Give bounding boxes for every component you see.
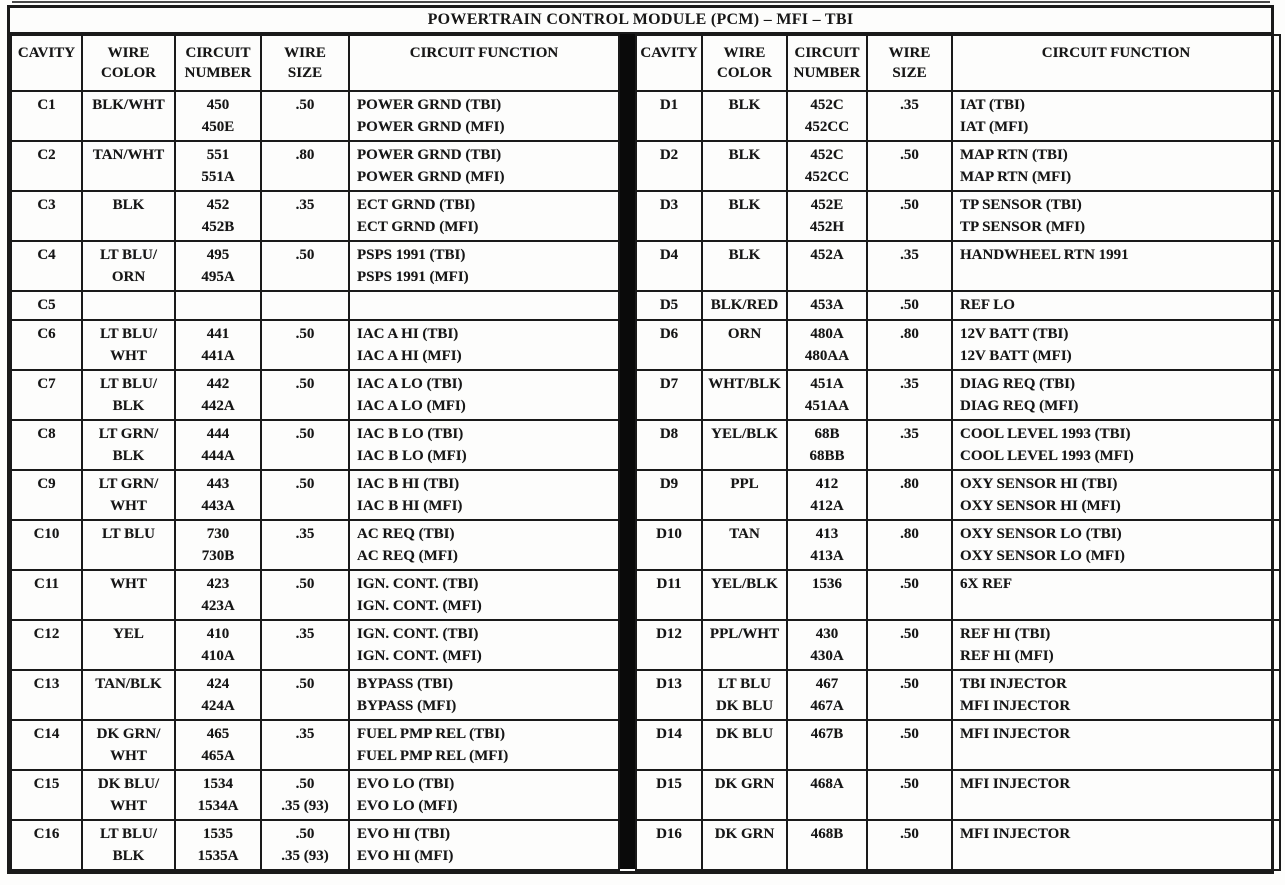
right-rows	[636, 91, 1280, 870]
circuit-number-cell	[175, 291, 261, 320]
wire-size-cell: .50	[261, 670, 349, 720]
table-row	[11, 770, 619, 820]
wire-color-cell: WHT	[82, 570, 175, 620]
circuit-function-cell: IAT (TBI) IAT (MFI)	[952, 91, 1280, 141]
wire-color-cell: LT BLU/ WHT	[82, 320, 175, 370]
table-row	[636, 770, 1280, 820]
wire-size-cell: .35	[261, 620, 349, 670]
circuit-number-cell: 551 551A	[175, 141, 261, 191]
circuit-number-cell: 423 423A	[175, 570, 261, 620]
circuit-number-cell: 452 452B	[175, 191, 261, 241]
circuit-function-cell: MFI INJECTOR	[952, 720, 1280, 770]
wire-size-cell: .50	[261, 370, 349, 420]
wire-color-cell: DK GRN	[702, 770, 787, 820]
table-row	[11, 670, 619, 720]
column-header-wire-color: WIRE COLOR	[82, 35, 175, 91]
cavity-cell: C4	[11, 241, 82, 291]
table-row	[636, 620, 1280, 670]
wire-color-cell: YEL/BLK	[702, 420, 787, 470]
circuit-function-cell: 12V BATT (TBI) 12V BATT (MFI)	[952, 320, 1280, 370]
wire-size-cell: .80	[867, 470, 952, 520]
table-title: POWERTRAIN CONTROL MODULE (PCM) – MFI – TBI	[10, 8, 1271, 34]
wire-color-cell: BLK/RED	[702, 291, 787, 320]
table-row	[636, 720, 1280, 770]
wire-size-cell: .50	[261, 320, 349, 370]
circuit-number-cell: 467 467A	[787, 670, 867, 720]
table-row	[11, 141, 619, 191]
circuit-number-cell: 452E 452H	[787, 191, 867, 241]
column-header-circuit-function: CIRCUIT FUNCTION	[952, 35, 1280, 91]
table-row	[636, 470, 1280, 520]
table-row	[11, 241, 619, 291]
cavity-cell: D15	[636, 770, 702, 820]
cavity-cell: C10	[11, 520, 82, 570]
circuit-function-cell: IAC B LO (TBI) IAC B LO (MFI)	[349, 420, 619, 470]
circuit-number-cell: 68B 68BB	[787, 420, 867, 470]
wire-color-cell: TAN/BLK	[82, 670, 175, 720]
header-row	[11, 35, 619, 91]
cavity-cell: C2	[11, 141, 82, 191]
wire-color-cell: PPL	[702, 470, 787, 520]
wire-color-cell	[82, 291, 175, 320]
wire-size-cell: .50	[261, 470, 349, 520]
circuit-number-cell: 1534 1534A	[175, 770, 261, 820]
circuit-number-cell: 730 730B	[175, 520, 261, 570]
wire-color-cell: YEL	[82, 620, 175, 670]
wire-size-cell: .50	[261, 91, 349, 141]
cavity-cell: C1	[11, 91, 82, 141]
wire-size-cell: .50	[867, 291, 952, 320]
circuit-number-cell: 430 430A	[787, 620, 867, 670]
circuit-function-cell: FUEL PMP REL (TBI) FUEL PMP REL (MFI)	[349, 720, 619, 770]
wire-color-cell: TAN/WHT	[82, 141, 175, 191]
cavity-cell: C14	[11, 720, 82, 770]
table-row	[11, 720, 619, 770]
column-header-wire-size: WIRE SIZE	[261, 35, 349, 91]
cavity-cell: D6	[636, 320, 702, 370]
wire-color-cell: BLK	[702, 191, 787, 241]
cavity-cell: D8	[636, 420, 702, 470]
cavity-cell: D16	[636, 820, 702, 870]
column-header-cavity: CAVITY	[636, 35, 702, 91]
wire-size-cell: .50	[867, 670, 952, 720]
wire-size-cell: .80	[261, 141, 349, 191]
pcm-table-right-half	[635, 34, 1281, 871]
circuit-number-cell: 412 412A	[787, 470, 867, 520]
wire-color-cell: BLK/WHT	[82, 91, 175, 141]
table-row	[11, 420, 619, 470]
wire-size-cell: .50	[867, 820, 952, 870]
table-row	[636, 291, 1280, 320]
circuit-function-cell: TP SENSOR (TBI) TP SENSOR (MFI)	[952, 191, 1280, 241]
wire-size-cell: .50	[867, 191, 952, 241]
circuit-function-cell: COOL LEVEL 1993 (TBI) COOL LEVEL 1993 (MFI)	[952, 420, 1280, 470]
table-row	[636, 320, 1280, 370]
cavity-cell: D10	[636, 520, 702, 570]
wire-size-cell: .35	[261, 191, 349, 241]
circuit-number-cell: 452A	[787, 241, 867, 291]
wire-size-cell: .80	[867, 320, 952, 370]
column-header-wire-size: WIRE SIZE	[867, 35, 952, 91]
table-row	[636, 370, 1280, 420]
table-divider	[620, 34, 635, 869]
wire-color-cell: YEL/BLK	[702, 570, 787, 620]
column-header-circuit-number: CIRCUIT NUMBER	[175, 35, 261, 91]
circuit-number-cell: 452C 452CC	[787, 141, 867, 191]
wire-color-cell: LT BLU/ ORN	[82, 241, 175, 291]
column-header-cavity: CAVITY	[11, 35, 82, 91]
circuit-function-cell: IAC B HI (TBI) IAC B HI (MFI)	[349, 470, 619, 520]
column-header-circuit-function: CIRCUIT FUNCTION	[349, 35, 619, 91]
circuit-number-cell: 413 413A	[787, 520, 867, 570]
table-row	[11, 470, 619, 520]
circuit-function-cell: DIAG REQ (TBI) DIAG REQ (MFI)	[952, 370, 1280, 420]
wire-size-cell: .35	[261, 520, 349, 570]
left-rows	[11, 91, 619, 870]
wire-size-cell: .35	[261, 720, 349, 770]
wire-size-cell: .35	[867, 370, 952, 420]
circuit-number-cell: 480A 480AA	[787, 320, 867, 370]
table-row	[11, 291, 619, 320]
cavity-cell: D13	[636, 670, 702, 720]
scan-edge-artifact	[12, 1, 1270, 3]
wire-color-cell: DK GRN	[702, 820, 787, 870]
cavity-cell: C8	[11, 420, 82, 470]
wire-color-cell: LT GRN/ BLK	[82, 420, 175, 470]
circuit-number-cell: 465 465A	[175, 720, 261, 770]
wire-color-cell: WHT/BLK	[702, 370, 787, 420]
cavity-cell: D3	[636, 191, 702, 241]
table-row	[11, 820, 619, 870]
cavity-cell: D5	[636, 291, 702, 320]
wire-color-cell: LT GRN/ WHT	[82, 470, 175, 520]
circuit-function-cell: TBI INJECTOR MFI INJECTOR	[952, 670, 1280, 720]
right-header	[636, 35, 1280, 91]
cavity-cell: D12	[636, 620, 702, 670]
table-row	[636, 191, 1280, 241]
cavity-cell: C11	[11, 570, 82, 620]
circuit-function-cell: IAC A LO (TBI) IAC A LO (MFI)	[349, 370, 619, 420]
circuit-function-cell: IAC A HI (TBI) IAC A HI (MFI)	[349, 320, 619, 370]
wire-color-cell: LT BLU/ BLK	[82, 820, 175, 870]
circuit-number-cell: 424 424A	[175, 670, 261, 720]
column-header-circuit-number: CIRCUIT NUMBER	[787, 35, 867, 91]
wire-size-cell: .80	[867, 520, 952, 570]
table-row	[636, 241, 1280, 291]
cavity-cell: D4	[636, 241, 702, 291]
cavity-cell: C13	[11, 670, 82, 720]
cavity-cell: C15	[11, 770, 82, 820]
circuit-function-cell: IGN. CONT. (TBI) IGN. CONT. (MFI)	[349, 570, 619, 620]
cavity-cell: D14	[636, 720, 702, 770]
cavity-cell: C5	[11, 291, 82, 320]
circuit-function-cell: MAP RTN (TBI) MAP RTN (MFI)	[952, 141, 1280, 191]
cavity-cell: D2	[636, 141, 702, 191]
wire-size-cell: .50	[867, 770, 952, 820]
wire-size-cell: .50	[867, 620, 952, 670]
table-row	[11, 320, 619, 370]
circuit-number-cell: 441 441A	[175, 320, 261, 370]
left-header	[11, 35, 619, 91]
wire-color-cell: DK BLU	[702, 720, 787, 770]
wire-size-cell: .35	[867, 241, 952, 291]
pcm-table-left-half	[10, 34, 620, 871]
circuit-number-cell: 453A	[787, 291, 867, 320]
circuit-number-cell: 467B	[787, 720, 867, 770]
wire-size-cell: .50	[867, 141, 952, 191]
wire-color-cell: DK BLU/ WHT	[82, 770, 175, 820]
circuit-function-cell: OXY SENSOR HI (TBI) OXY SENSOR HI (MFI)	[952, 470, 1280, 520]
wire-size-cell	[261, 291, 349, 320]
wire-color-cell: DK GRN/ WHT	[82, 720, 175, 770]
wire-color-cell: BLK	[702, 241, 787, 291]
circuit-function-cell: POWER GRND (TBI) POWER GRND (MFI)	[349, 141, 619, 191]
circuit-number-cell: 468A	[787, 770, 867, 820]
circuit-number-cell: 1536	[787, 570, 867, 620]
circuit-function-cell: POWER GRND (TBI) POWER GRND (MFI)	[349, 91, 619, 141]
wire-color-cell: BLK	[82, 191, 175, 241]
circuit-number-cell: 442 442A	[175, 370, 261, 420]
table-row	[636, 420, 1280, 470]
pcm-wiring-table	[7, 5, 1274, 874]
wire-color-cell: LT BLU	[82, 520, 175, 570]
wire-color-cell: BLK	[702, 91, 787, 141]
wire-size-cell: .50	[261, 241, 349, 291]
wire-size-cell: .50	[261, 570, 349, 620]
circuit-number-cell: 444 444A	[175, 420, 261, 470]
circuit-function-cell: EVO LO (TBI) EVO LO (MFI)	[349, 770, 619, 820]
column-header-wire-color: WIRE COLOR	[702, 35, 787, 91]
circuit-function-cell: EVO HI (TBI) EVO HI (MFI)	[349, 820, 619, 870]
cavity-cell: D11	[636, 570, 702, 620]
circuit-function-cell: REF HI (TBI) REF HI (MFI)	[952, 620, 1280, 670]
cavity-cell: C6	[11, 320, 82, 370]
circuit-number-cell: 410 410A	[175, 620, 261, 670]
table-row	[11, 191, 619, 241]
cavity-cell: C3	[11, 191, 82, 241]
circuit-number-cell: 450 450E	[175, 91, 261, 141]
wire-size-cell: .35	[867, 420, 952, 470]
circuit-number-cell: 468B	[787, 820, 867, 870]
cavity-cell: C9	[11, 470, 82, 520]
circuit-function-cell: MFI INJECTOR	[952, 770, 1280, 820]
circuit-number-cell: 452C 452CC	[787, 91, 867, 141]
table-row	[636, 520, 1280, 570]
circuit-function-cell: PSPS 1991 (TBI) PSPS 1991 (MFI)	[349, 241, 619, 291]
table-row	[11, 91, 619, 141]
table-row	[11, 520, 619, 570]
circuit-function-cell: REF LO	[952, 291, 1280, 320]
wire-color-cell: ORN	[702, 320, 787, 370]
wire-color-cell: PPL/WHT	[702, 620, 787, 670]
wire-color-cell: BLK	[702, 141, 787, 191]
circuit-function-cell: IGN. CONT. (TBI) IGN. CONT. (MFI)	[349, 620, 619, 670]
circuit-function-cell	[349, 291, 619, 320]
cavity-cell: C16	[11, 820, 82, 870]
table-row	[11, 370, 619, 420]
wire-color-cell: LT BLU/ BLK	[82, 370, 175, 420]
table-row	[636, 820, 1280, 870]
wire-size-cell: .50	[867, 720, 952, 770]
table-row	[11, 570, 619, 620]
circuit-number-cell: 443 443A	[175, 470, 261, 520]
circuit-function-cell: BYPASS (TBI) BYPASS (MFI)	[349, 670, 619, 720]
header-row	[636, 35, 1280, 91]
cavity-cell: D9	[636, 470, 702, 520]
circuit-function-cell: ECT GRND (TBI) ECT GRND (MFI)	[349, 191, 619, 241]
wire-size-cell: .35	[867, 91, 952, 141]
circuit-function-cell: MFI INJECTOR	[952, 820, 1280, 870]
circuit-function-cell: AC REQ (TBI) AC REQ (MFI)	[349, 520, 619, 570]
cavity-cell: D1	[636, 91, 702, 141]
wire-size-cell: .50 .35 (93)	[261, 770, 349, 820]
table-row	[636, 670, 1280, 720]
circuit-number-cell: 495 495A	[175, 241, 261, 291]
table-row	[636, 91, 1280, 141]
circuit-number-cell: 451A 451AA	[787, 370, 867, 420]
wire-size-cell: .50	[261, 420, 349, 470]
circuit-function-cell: OXY SENSOR LO (TBI) OXY SENSOR LO (MFI)	[952, 520, 1280, 570]
wire-size-cell: .50	[867, 570, 952, 620]
circuit-function-cell: 6X REF	[952, 570, 1280, 620]
wire-color-cell: TAN	[702, 520, 787, 570]
cavity-cell: C12	[11, 620, 82, 670]
table-body	[10, 34, 1271, 869]
table-row	[11, 620, 619, 670]
cavity-cell: C7	[11, 370, 82, 420]
table-row	[636, 141, 1280, 191]
circuit-number-cell: 1535 1535A	[175, 820, 261, 870]
cavity-cell: D7	[636, 370, 702, 420]
table-row	[636, 570, 1280, 620]
circuit-function-cell: HANDWHEEL RTN 1991	[952, 241, 1280, 291]
wire-color-cell: LT BLU DK BLU	[702, 670, 787, 720]
wire-size-cell: .50 .35 (93)	[261, 820, 349, 870]
